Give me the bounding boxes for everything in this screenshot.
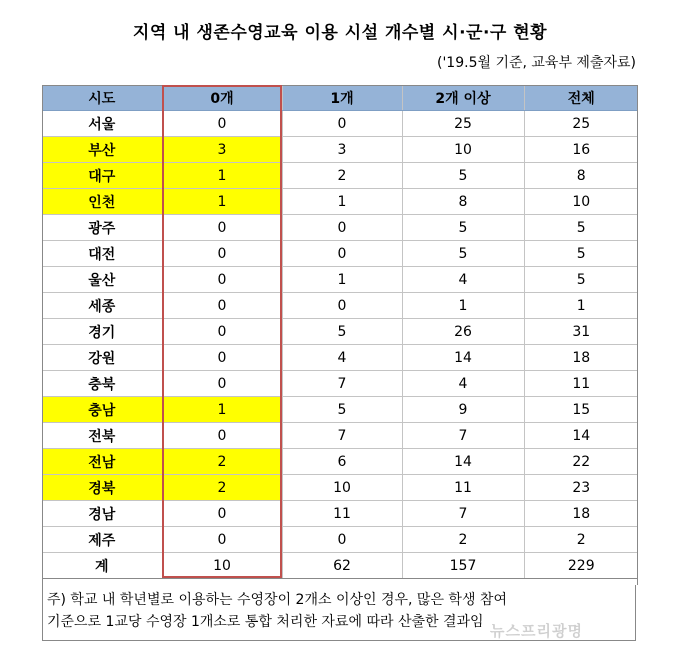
table-row bbox=[42, 241, 638, 267]
cell-total: 5 bbox=[524, 215, 638, 241]
cell-region: 인천 bbox=[42, 189, 162, 215]
cell-one: 2 bbox=[282, 163, 402, 189]
cell-one: 0 bbox=[282, 241, 402, 267]
header-region: 시도 bbox=[42, 86, 162, 111]
cell-total: 23 bbox=[524, 475, 638, 501]
cell-one: 0 bbox=[282, 293, 402, 319]
cell-total: 15 bbox=[524, 397, 638, 423]
cell-one: 6 bbox=[282, 449, 402, 475]
cell-one: 0 bbox=[282, 527, 402, 553]
table-row bbox=[42, 397, 638, 423]
cell-zero: 0 bbox=[162, 371, 282, 397]
cell-total: 10 bbox=[524, 189, 638, 215]
header-total: 전체 bbox=[524, 86, 638, 111]
cell-zero: 0 bbox=[162, 267, 282, 293]
cell-two-plus: 2 bbox=[402, 527, 524, 553]
cell-region: 제주 bbox=[42, 527, 162, 553]
cell-zero: 0 bbox=[162, 241, 282, 267]
watermark-logo: 뉴스프리광명 bbox=[490, 622, 583, 640]
total-row bbox=[42, 553, 638, 579]
header-row bbox=[42, 86, 638, 111]
cell-total: 5 bbox=[524, 267, 638, 293]
cell-one: 1 bbox=[282, 189, 402, 215]
table-row bbox=[42, 475, 638, 501]
cell-one: 11 bbox=[282, 501, 402, 527]
table-row bbox=[42, 137, 638, 163]
cell-total: 1 bbox=[524, 293, 638, 319]
header-zero: 0개 bbox=[162, 86, 282, 111]
cell-one: 3 bbox=[282, 137, 402, 163]
cell-zero: 0 bbox=[162, 501, 282, 527]
cell-zero: 0 bbox=[162, 293, 282, 319]
cell-region: 충남 bbox=[42, 397, 162, 423]
table-row bbox=[42, 449, 638, 475]
total-cell-region: 계 bbox=[42, 553, 162, 579]
cell-region: 강원 bbox=[42, 345, 162, 371]
cell-total: 31 bbox=[524, 319, 638, 345]
cell-one: 4 bbox=[282, 345, 402, 371]
cell-region: 울산 bbox=[42, 267, 162, 293]
table-row bbox=[42, 215, 638, 241]
table-row bbox=[42, 501, 638, 527]
cell-one: 5 bbox=[282, 397, 402, 423]
cell-total: 2 bbox=[524, 527, 638, 553]
table-row bbox=[42, 527, 638, 553]
source-note: ('19.5월 기준, 교육부 제출자료) bbox=[437, 55, 636, 71]
cell-total: 22 bbox=[524, 449, 638, 475]
cell-two-plus: 14 bbox=[402, 345, 524, 371]
cell-zero: 2 bbox=[162, 449, 282, 475]
cell-total: 25 bbox=[524, 111, 638, 137]
cell-two-plus: 1 bbox=[402, 293, 524, 319]
table-row bbox=[42, 371, 638, 397]
table-row bbox=[42, 163, 638, 189]
cell-two-plus: 7 bbox=[402, 423, 524, 449]
cell-zero: 0 bbox=[162, 527, 282, 553]
cell-total: 18 bbox=[524, 501, 638, 527]
cell-two-plus: 7 bbox=[402, 501, 524, 527]
cell-two-plus: 4 bbox=[402, 267, 524, 293]
cell-total: 16 bbox=[524, 137, 638, 163]
cell-one: 7 bbox=[282, 423, 402, 449]
cell-two-plus: 8 bbox=[402, 189, 524, 215]
total-cell-two-plus: 157 bbox=[402, 553, 524, 579]
table-row bbox=[42, 293, 638, 319]
cell-two-plus: 9 bbox=[402, 397, 524, 423]
cell-two-plus: 4 bbox=[402, 371, 524, 397]
header-two-plus: 2개 이상 bbox=[402, 86, 524, 111]
cell-region: 전북 bbox=[42, 423, 162, 449]
cell-zero: 2 bbox=[162, 475, 282, 501]
data-table bbox=[42, 86, 638, 579]
cell-total: 18 bbox=[524, 345, 638, 371]
cell-two-plus: 25 bbox=[402, 111, 524, 137]
cell-one: 7 bbox=[282, 371, 402, 397]
cell-zero: 1 bbox=[162, 397, 282, 423]
table-row bbox=[42, 319, 638, 345]
cell-region: 대전 bbox=[42, 241, 162, 267]
total-cell-one: 62 bbox=[282, 553, 402, 579]
cell-zero: 0 bbox=[162, 319, 282, 345]
cell-region: 광주 bbox=[42, 215, 162, 241]
total-cell-total: 229 bbox=[524, 553, 638, 579]
cell-region: 경남 bbox=[42, 501, 162, 527]
cell-total: 14 bbox=[524, 423, 638, 449]
cell-total: 5 bbox=[524, 241, 638, 267]
cell-two-plus: 5 bbox=[402, 215, 524, 241]
table-row bbox=[42, 345, 638, 371]
cell-two-plus: 5 bbox=[402, 163, 524, 189]
table-row bbox=[42, 423, 638, 449]
cell-two-plus: 14 bbox=[402, 449, 524, 475]
cell-one: 0 bbox=[282, 215, 402, 241]
header-one: 1개 bbox=[282, 86, 402, 111]
cell-one: 10 bbox=[282, 475, 402, 501]
cell-total: 11 bbox=[524, 371, 638, 397]
cell-zero: 1 bbox=[162, 189, 282, 215]
table-row bbox=[42, 267, 638, 293]
cell-zero: 0 bbox=[162, 215, 282, 241]
cell-region: 부산 bbox=[42, 137, 162, 163]
cell-region: 대구 bbox=[42, 163, 162, 189]
table-row bbox=[42, 189, 638, 215]
cell-region: 경북 bbox=[42, 475, 162, 501]
cell-zero: 0 bbox=[162, 345, 282, 371]
page-title: 지역 내 생존수영교육 이용 시설 개수별 시·군·구 현황 bbox=[132, 23, 548, 43]
cell-zero: 0 bbox=[162, 423, 282, 449]
cell-zero: 0 bbox=[162, 111, 282, 137]
cell-two-plus: 5 bbox=[402, 241, 524, 267]
cell-region: 경기 bbox=[42, 319, 162, 345]
total-cell-zero: 10 bbox=[162, 553, 282, 579]
cell-one: 5 bbox=[282, 319, 402, 345]
cell-two-plus: 10 bbox=[402, 137, 524, 163]
footnote-line-1: 주) 학교 내 학년별로 이용하는 수영장이 2개소 이상인 경우, 많은 학생 참여 bbox=[47, 592, 507, 608]
cell-region: 충북 bbox=[42, 371, 162, 397]
cell-region: 서울 bbox=[42, 111, 162, 137]
cell-two-plus: 26 bbox=[402, 319, 524, 345]
cell-total: 8 bbox=[524, 163, 638, 189]
cell-zero: 3 bbox=[162, 137, 282, 163]
footnote-line-2: 기준으로 1교당 수영장 1개소로 통합 처리한 자료에 따라 산출한 결과임 bbox=[47, 614, 484, 630]
cell-one: 1 bbox=[282, 267, 402, 293]
table-row bbox=[42, 111, 638, 137]
cell-zero: 1 bbox=[162, 163, 282, 189]
cell-region: 전남 bbox=[42, 449, 162, 475]
cell-region: 세종 bbox=[42, 293, 162, 319]
cell-one: 0 bbox=[282, 111, 402, 137]
cell-two-plus: 11 bbox=[402, 475, 524, 501]
